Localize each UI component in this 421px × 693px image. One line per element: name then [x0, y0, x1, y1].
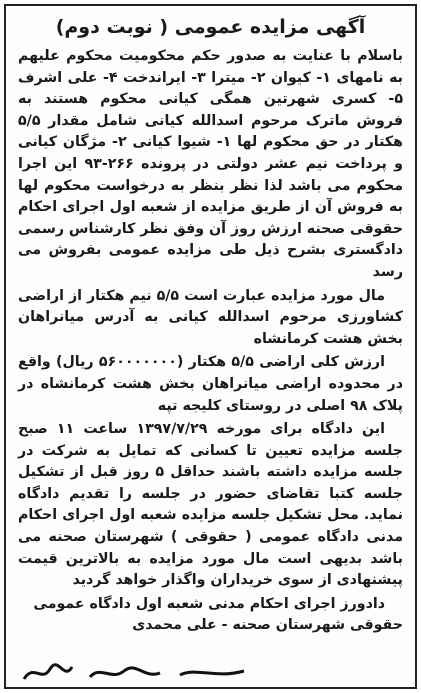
- auction-session-paragraph: این دادگاه برای مورخه ۱۳۹۷/۷/۲۹ ساعت ۱۱ صبح جلسه مزایده تعیین تا کسانی که تمایل به شرکت در جلسه مزایده داشته باشند حداقل ۵ روز قبل از تشکیل جلسه کتبا تقاضای حضور در جلسه را تقدیم دادگاه نماید. محل تشکیل جلسه مزایده شعبه اول اجرای احکام مدنی دادگاه عمومی ( حقوقی ) شهرستان صحنه می باشد بدیهی است مال مورد مزایده به بالاترین قیمت پیشنهادی از سوی خریداران واگذار خواهد گردید: [18, 421, 404, 589]
- valuation-paragraph: ارزش کلی اراضی ۵/۵ هکتار (۵۶۰۰۰۰۰۰۰ ریال) واقع در محدوده اراضی میانراهان بخش هشت کرمانشاه در پلاک ۹۸ اصلی در روستای کلیجه تپه: [18, 354, 403, 414]
- intro-paragraph: باسلام با عنایت به صدور حکم محکومیت محکوم علیهم به نامهای ۱- کیوان ۲- میترا ۳- ایراندخت ۴- علی اشرف ۵- کسری شهرتین همگی کیانی محکوم هستند به فروش ماترک مرحوم اسدالله کیانی شامل مقدار ۵/۵ هکتار در حق محکوم لها ۱- شیوا کیانی ۲- مژگان کیانی و پرداخت نیم عشر دولتی در پرونده ۲۶۶-۹۳ این اجرا محکوم می باشد لذا نظر بنظر به درخواست محکوم لها به فروش آن از طریق مزایده از شعبه اول اجرای احکام حقوقی صحنه ارزش روز آن وفق نظر کارشناس رسمی دادگستری بشرح ذیل طی مزایده عمومی بفروش می رسد: [18, 48, 404, 280]
- notice-header: [6, 6, 415, 42]
- property-paragraph: مال مورد مزایده عبارت است ۵/۵ نیم هکتار از اراضی کشاورزی مرحوم اسدالله کیانی به آدرس میانراهان بخش هشت کرمانشاه: [18, 287, 403, 347]
- handwritten-signature-mark: [20, 659, 250, 685]
- signature-line: دادورز اجرای احکام مدنی شعبه اول دادگاه عمومی حقوقی شهرستان صحنه - علی محمدی: [33, 595, 403, 634]
- notice-title: آگهی مزایده عمومی ( نوبت دوم): [55, 16, 366, 38]
- auction-notice: [4, 4, 417, 689]
- notice-body: [6, 42, 415, 592]
